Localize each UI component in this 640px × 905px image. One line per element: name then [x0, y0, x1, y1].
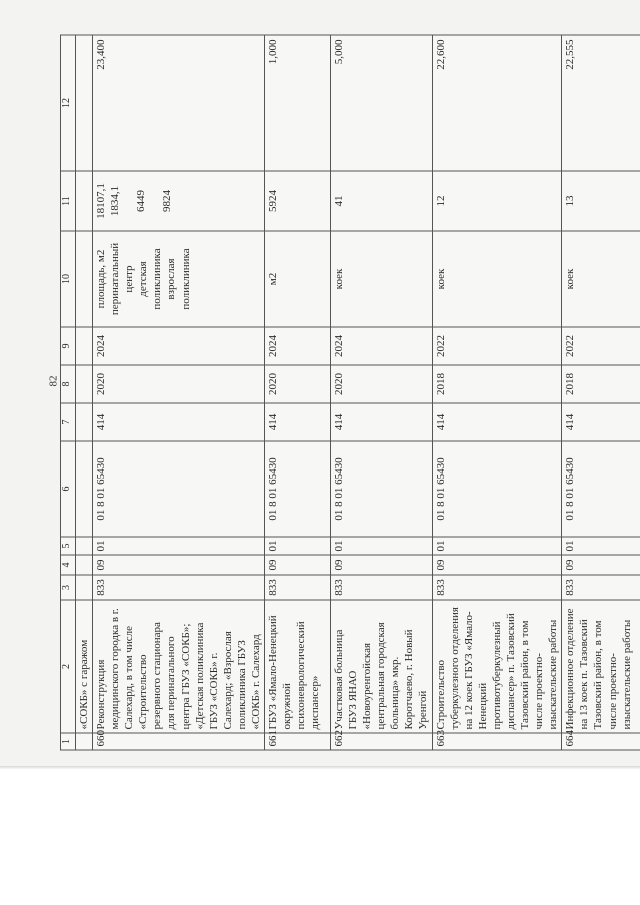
cell-c5: 01 — [93, 537, 265, 555]
cell-units — [93, 231, 265, 327]
cell-c5: 01 — [562, 537, 640, 555]
value-line: 12 — [434, 195, 447, 207]
unit-line: перинатальный центр — [109, 242, 136, 316]
cell-c7: 414 — [432, 403, 562, 441]
cell-values — [93, 171, 265, 231]
value-line: 9824 — [161, 190, 174, 212]
unit-line: м2 — [267, 272, 280, 286]
scan-edge — [0, 766, 640, 769]
cell-values — [562, 171, 640, 231]
cell-c6: 01 8 01 65430 — [331, 441, 433, 537]
cell-c3: 833 — [432, 575, 562, 600]
col-header-10: 10 — [61, 231, 76, 327]
cell-units — [331, 231, 433, 327]
continuation-text: «СОКБ» с гаражом — [76, 600, 93, 733]
header-row — [61, 35, 76, 750]
value-line: 1834,1 — [109, 185, 122, 217]
cell-amount: 5,000 — [331, 35, 433, 171]
row-number: 660 — [93, 733, 265, 750]
col-header-9: 9 — [61, 327, 76, 365]
table-row — [93, 35, 265, 750]
cell-c3: 833 — [265, 575, 331, 600]
unit-line: взрослая поликлиника — [165, 248, 192, 310]
col-header-8: 8 — [61, 365, 76, 403]
cell-c8: 2020 — [93, 365, 265, 403]
col-header-4: 4 — [61, 555, 76, 575]
table-row — [265, 35, 331, 750]
object-name: ГБУЗ «Ямало-Ненецкий окружной психоневрологический диспансер» — [265, 600, 331, 733]
value-line: 41 — [333, 195, 346, 207]
cell-c4: 09 — [331, 555, 433, 575]
col-header-5: 5 — [61, 537, 76, 555]
continuation-row — [76, 35, 93, 750]
cell-c8: 2018 — [562, 365, 640, 403]
cell-c4: 09 — [432, 555, 562, 575]
cell-c4: 09 — [93, 555, 265, 575]
object-name: Участковая больница ГБУЗ ЯНАО «Новоуренгойская центральная городская больница» мкр. Коротчаево, г. Новый Уренгой — [331, 600, 433, 733]
unit-line: коек — [434, 268, 447, 290]
cell-c9: 2024 — [93, 327, 265, 365]
row-number: 662 — [331, 733, 433, 750]
value-line: 18107,1 — [95, 183, 108, 219]
unit-line: коек — [564, 268, 577, 290]
cell-c7: 414 — [265, 403, 331, 441]
cell-c6: 01 8 01 65430 — [93, 441, 265, 537]
value-line: 13 — [564, 195, 577, 207]
table-row — [432, 35, 562, 750]
cell-c9: 2022 — [562, 327, 640, 365]
cell-amount: 23,400 — [93, 35, 265, 171]
cell-c5: 01 — [432, 537, 562, 555]
cell-c8: 2020 — [331, 365, 433, 403]
object-name: Реконструкция медицинского городка в г. Салехард, в том числе «Строительство резервного стационара для перинатального центра ГБУЗ «СОКБ»; «Детская поликлиника ГБУЗ «СОКБ» г. Салехард; «Взрослая поликлиника ГБУЗ «СОКБ» г. Салехард — [93, 600, 265, 733]
unit-line: площадь, м2 — [95, 249, 108, 309]
cell-c4: 09 — [562, 555, 640, 575]
cell-c6: 01 8 01 65430 — [265, 441, 331, 537]
cell-units — [265, 231, 331, 327]
object-name: Инфекционное отделение на 13 коек п. Тазовский Тазовский район, в том числе проектно-изыскательские работы — [562, 600, 640, 733]
cell-units — [432, 231, 562, 327]
col-header-2: 2 — [61, 600, 76, 733]
cell-values — [331, 171, 433, 231]
col-header-11: 11 — [61, 171, 76, 231]
cell-c7: 414 — [331, 403, 433, 441]
cell-c4: 09 — [265, 555, 331, 575]
table-row — [562, 35, 640, 750]
page-number: 82 — [47, 375, 60, 387]
cell-values — [265, 171, 331, 231]
col-header-7: 7 — [61, 403, 76, 441]
value-line: 5924 — [267, 190, 280, 212]
cell-c3: 833 — [93, 575, 265, 600]
cell-c5: 01 — [265, 537, 331, 555]
cell-c7: 414 — [93, 403, 265, 441]
cell-c8: 2018 — [432, 365, 562, 403]
row-number: 661 — [265, 733, 331, 750]
value-line: 6449 — [135, 190, 148, 212]
cell-c9: 2024 — [265, 327, 331, 365]
col-header-6: 6 — [61, 441, 76, 537]
cell-c8: 2020 — [265, 365, 331, 403]
cell-c3: 833 — [331, 575, 433, 600]
cell-values — [432, 171, 562, 231]
cell-amount: 1,000 — [265, 35, 331, 171]
cell-units — [562, 231, 640, 327]
cell-c5: 01 — [331, 537, 433, 555]
cell-c7: 414 — [562, 403, 640, 441]
unit-line: детская поликлиника — [137, 248, 164, 310]
col-header-12: 12 — [61, 35, 76, 171]
rotated-table-container — [60, 36, 633, 751]
cell-amount: 22,555 — [562, 35, 640, 171]
cell-amount: 22,600 — [432, 35, 562, 171]
col-header-1: 1 — [61, 733, 76, 750]
cell-c6: 01 8 01 65430 — [432, 441, 562, 537]
object-name: Строительство туберкулезного отделения на 12 коек ГБУЗ «Ямало-Ненецкий противотуберкулезный диспансер» п. Тазовский Тазовский район, в том числе проектно-изыскательские работы — [432, 600, 562, 733]
cell-c3: 833 — [562, 575, 640, 600]
cell-c6: 01 8 01 65430 — [562, 441, 640, 537]
cell-c9: 2022 — [432, 327, 562, 365]
budget-table — [60, 35, 640, 751]
table-row — [331, 35, 433, 750]
col-header-3: 3 — [61, 575, 76, 600]
row-number: 663 — [432, 733, 562, 750]
row-number: 664 — [562, 733, 640, 750]
unit-line: коек — [333, 268, 346, 290]
cell-c9: 2024 — [331, 327, 433, 365]
